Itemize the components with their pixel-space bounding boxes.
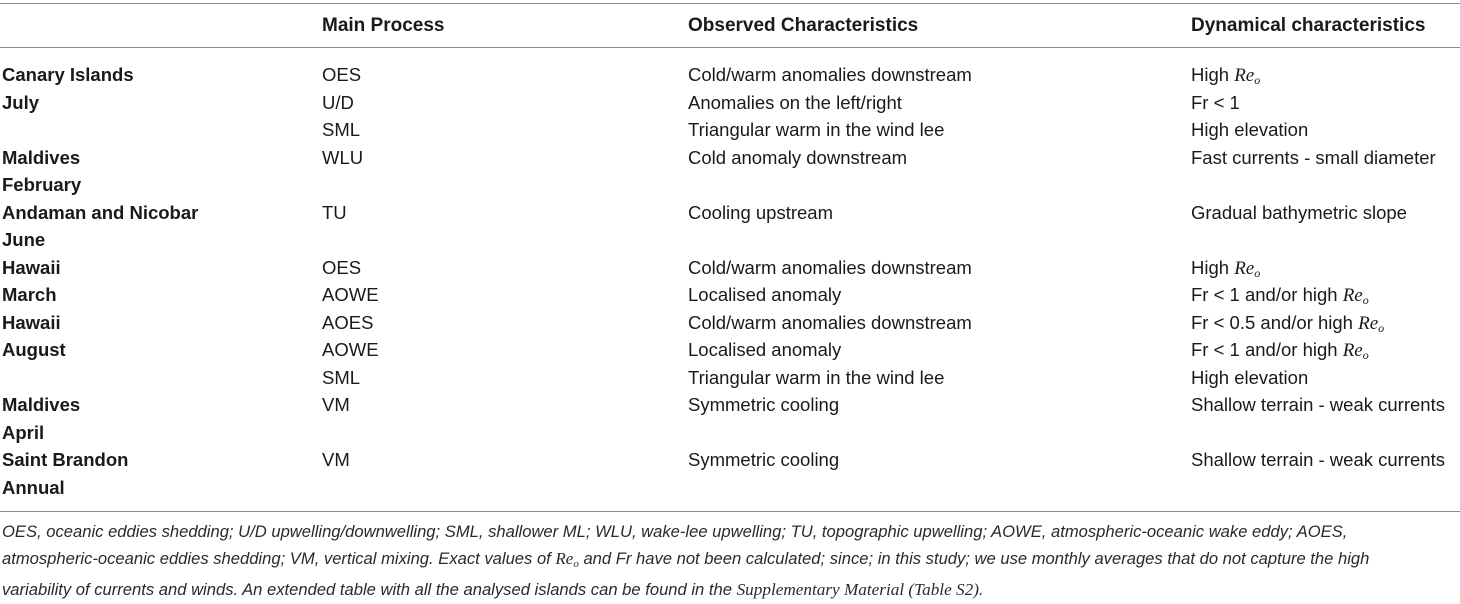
dynamical-text: Fr < 1 bbox=[1191, 91, 1240, 113]
reynolds-symbol: $Re_o$ bbox=[555, 548, 579, 570]
island-cell: Annual bbox=[2, 476, 65, 498]
dynamical-text: Fr < 1 and/or high bbox=[1191, 284, 1343, 305]
header-observed-characteristics: Observed Characteristics bbox=[688, 15, 919, 36]
header-rule bbox=[0, 47, 1460, 48]
process-cell: SML bbox=[322, 366, 361, 388]
dynamical-text: High elevation bbox=[1191, 366, 1309, 388]
island-cell: Hawaii bbox=[2, 311, 61, 333]
table-row bbox=[0, 89, 1460, 117]
dynamical-text: Shallow terrain - weak currents bbox=[1191, 449, 1445, 470]
table-row bbox=[0, 144, 1460, 172]
table-row bbox=[0, 309, 1460, 337]
table-bottom-rule bbox=[0, 511, 1460, 512]
reynolds-symbol: $Re_o$ bbox=[1234, 257, 1261, 280]
table-row bbox=[0, 336, 1460, 364]
reynolds-symbol: $Re_o$ bbox=[1342, 340, 1369, 362]
observed-cell: Triangular warm in the wind lee bbox=[688, 366, 945, 388]
process-cell: SML bbox=[322, 119, 361, 140]
dynamical-text: High bbox=[1191, 64, 1235, 85]
supplementary-material-link[interactable]: Supplementary Material (Table S2) bbox=[736, 580, 979, 599]
dynamical-text: Fr < 1 and/or high bbox=[1191, 339, 1343, 360]
table-row bbox=[0, 226, 1460, 254]
process-cell: AOWE bbox=[322, 284, 379, 305]
island-cell: Andaman and Nicobar bbox=[2, 201, 199, 223]
table-row bbox=[0, 61, 1460, 89]
footnote-text-2: and Fr have not been calculated; since; in this study; we use monthly averages that do not capture the high variability of currents and winds. An extended table with all the analysed islands can be found in the bbox=[2, 548, 1370, 599]
footnote-text-3: . bbox=[978, 580, 984, 599]
dynamical-text: Fast currents - small diameter bbox=[1191, 146, 1436, 168]
observed-cell: Symmetric cooling bbox=[688, 394, 840, 415]
dynamical-text: Shallow terrain - weak currents bbox=[1191, 394, 1445, 415]
observed-cell: Triangular warm in the wind lee bbox=[688, 119, 945, 140]
island-cell: Maldives bbox=[2, 146, 81, 168]
observed-cell: Localised anomaly bbox=[688, 284, 842, 305]
reynolds-symbol: $Re_o$ bbox=[1358, 312, 1385, 335]
process-cell: U/D bbox=[322, 91, 354, 113]
reynolds-symbol: $Re_o$ bbox=[1234, 65, 1261, 87]
island-cell: July bbox=[2, 91, 40, 113]
table-row bbox=[0, 116, 1460, 144]
table-row bbox=[0, 254, 1460, 282]
process-cell: OES bbox=[322, 256, 362, 278]
process-cell: AOES bbox=[322, 311, 374, 333]
dynamical-text: High elevation bbox=[1191, 119, 1309, 140]
process-cell: AOWE bbox=[322, 339, 379, 360]
table-row bbox=[0, 199, 1460, 227]
dynamical-cell bbox=[1191, 391, 1445, 419]
dynamical-cell bbox=[1191, 116, 1308, 144]
island-cell: Hawaii bbox=[2, 256, 61, 278]
footnote-text-1: OES, oceanic eddies shedding; U/D upwelling/downwelling; SML, shallower ML; WLU, wake-lee upwelling; TU, topographic upwelling; AOWE, atmospheric-oceanic wake eddy; AOES, atmospheric-oceanic eddies shedding; VM, vertical mixing. Exact values of bbox=[2, 522, 1348, 568]
observed-cell: Cold/warm anomalies downstream bbox=[688, 311, 972, 333]
island-cell: June bbox=[2, 229, 46, 250]
dynamical-cell bbox=[1191, 144, 1436, 172]
observed-cell: Localised anomaly bbox=[688, 339, 842, 360]
table-row bbox=[0, 391, 1460, 419]
observed-cell: Symmetric cooling bbox=[688, 449, 840, 470]
dynamical-cell bbox=[1191, 364, 1308, 392]
dynamical-cell bbox=[1191, 446, 1445, 474]
header-dynamical-characteristics: Dynamical characteristics bbox=[1191, 15, 1426, 36]
process-cell: VM bbox=[322, 394, 350, 415]
reynolds-symbol: $Re_o$ bbox=[1342, 285, 1369, 307]
dynamical-text: High bbox=[1191, 256, 1235, 278]
dynamical-cell bbox=[1191, 199, 1407, 227]
dynamical-text: Fr < 0.5 and/or high bbox=[1191, 311, 1359, 333]
observed-cell: Anomalies on the left/right bbox=[688, 91, 902, 113]
table-row bbox=[0, 446, 1460, 474]
observed-cell: Cooling upstream bbox=[688, 201, 833, 223]
table-row bbox=[0, 281, 1460, 309]
island-cell: April bbox=[2, 421, 45, 443]
process-cell: VM bbox=[322, 449, 350, 470]
table-footnote bbox=[2, 519, 1442, 604]
observed-cell: Cold anomaly downstream bbox=[688, 146, 908, 168]
process-cell: OES bbox=[322, 64, 362, 85]
observed-cell: Cold/warm anomalies downstream bbox=[688, 64, 972, 85]
process-cell: TU bbox=[322, 201, 347, 223]
table-row bbox=[0, 364, 1460, 392]
observed-cell: Cold/warm anomalies downstream bbox=[688, 256, 972, 278]
process-cell: WLU bbox=[322, 146, 364, 168]
island-cell: Maldives bbox=[2, 394, 81, 415]
table-row bbox=[0, 474, 1460, 502]
table-top-rule bbox=[0, 3, 1460, 4]
table-row bbox=[0, 171, 1460, 199]
island-cell: February bbox=[2, 174, 82, 195]
header-main-process: Main Process bbox=[322, 15, 445, 36]
island-cell: March bbox=[2, 284, 57, 305]
island-cell: August bbox=[2, 339, 66, 360]
island-cell: Saint Brandon bbox=[2, 449, 129, 470]
table-row bbox=[0, 419, 1460, 447]
dynamical-cell bbox=[1191, 89, 1240, 117]
dynamical-text: Gradual bathymetric slope bbox=[1191, 201, 1407, 223]
island-cell: Canary Islands bbox=[2, 64, 134, 85]
